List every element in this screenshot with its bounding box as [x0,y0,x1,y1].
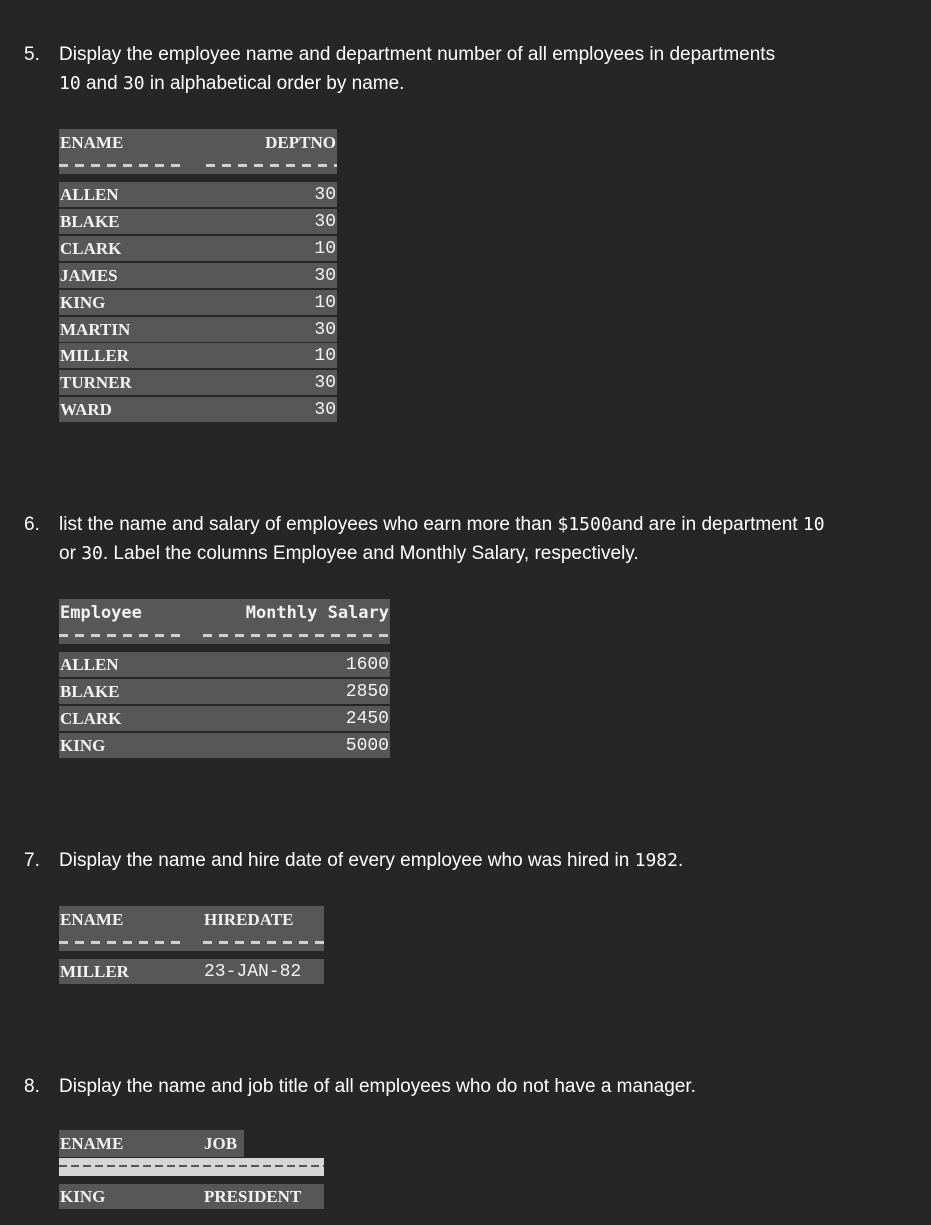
table-row-ename: KING [59,290,337,315]
question-text-line1: Display the name and hire date of every employee who was hired in 1982. [59,850,684,871]
question-text-line1: Display the employee name and department number of all employees in departments [59,44,776,65]
question-number: 6. [24,514,40,535]
table-row-deptno: 30 [314,212,336,232]
table-row-ename: BLAKE [59,209,337,234]
header-separator [206,156,337,174]
table-row-deptno: 30 [314,266,336,286]
table-row-ename: MILLER [59,343,337,368]
table-row-ename: ALLEN [59,182,337,207]
header-separator [59,626,187,644]
table-row-salary: 5000 [345,736,389,756]
column-header-ename: ENAME [59,1130,187,1157]
table-row-ename: CLARK [59,236,337,261]
table-row-employee: KING [59,733,390,758]
question-text-line2: 10 and 30 in alphabetical order by name. [59,73,405,94]
question-text-line1: Display the name and job title of all employees who do not have a manager. [59,1076,696,1097]
header-separator [59,156,187,174]
table-row-deptno: 30 [314,373,336,393]
question-number: 7. [24,850,40,871]
table-row-deptno: 30 [314,400,336,420]
column-header-hiredate: HIREDATE [203,906,324,933]
table-row-deptno: 10 [314,293,336,313]
question-text-line2: or 30. Label the columns Employee and Monthly Salary, respectively. [59,543,639,564]
column-header-ename: ENAME [59,906,187,933]
table-row-employee: BLAKE [59,679,390,704]
table-row-deptno: 10 [314,239,336,259]
column-header-ename: ENAME [59,129,187,156]
column-header-deptno: DEPTNO [206,129,337,156]
header-separator [59,933,187,951]
table-row-job: PRESIDENT [204,1187,302,1206]
question-number: 8. [24,1076,40,1097]
header-separator [203,933,324,951]
table-row-ename: MILLER [59,959,324,984]
table-row-ename: MARTIN [59,317,337,342]
question-text-line1: list the name and salary of employees who earn more than $1500and are in department 10 [59,514,825,535]
table-row-hiredate: 23-JAN-82 [204,962,302,982]
table-row-salary: 2850 [345,682,389,702]
table-row-salary: 2450 [345,709,389,729]
table-row-employee: ALLEN [59,652,390,677]
header-separator [203,626,390,644]
table-row-deptno: 10 [314,346,336,366]
table-row-deptno: 30 [314,185,336,205]
table-row-ename: TURNER [59,370,337,395]
table-row-ename: KING [59,1184,324,1209]
question-number: 5. [24,44,40,65]
table-row-employee: CLARK [59,706,390,731]
column-header-employee: Employee [59,599,187,626]
table-row-ename: JAMES [59,263,337,288]
table-row-ename: WARD [59,397,337,422]
column-header-job: JOB [203,1130,244,1157]
table-row-deptno: 30 [314,320,336,340]
table-row-salary: 1600 [345,655,389,675]
column-header-monthly-salary: Monthly Salary [203,599,390,626]
header-separator [59,1158,324,1176]
